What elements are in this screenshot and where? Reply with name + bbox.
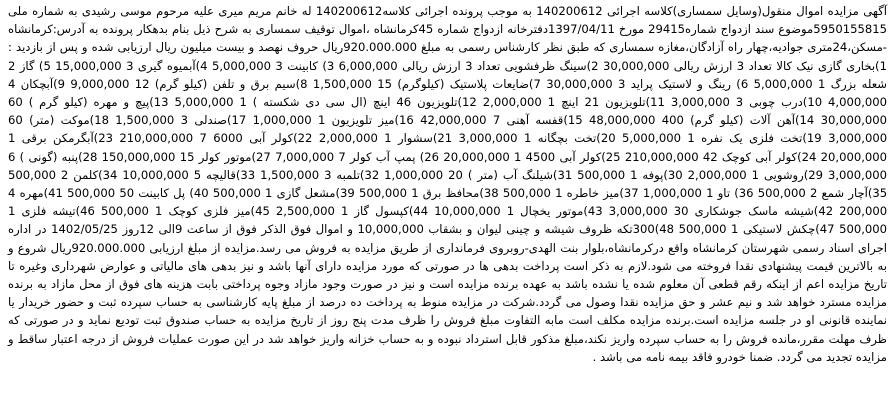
notice-body-text: آگهی مزایده اموال منقول(وسایل سمساری)کلاسه اجرائی 140200612 به موجب پرونده اجرائی کلاسه140200612 له خانم مریم میری علیه مرحوم موسی رشیدی به شماره ملی 5950155815موضوع سند ازدواج شماره29415 مورخ 1397/04/11دفترخانه ازدواج شماره 45کرمانشاه ،اموال توقیف سمساری به شرح ذیل بنام بدهکار پرونده به آدرس:کرمانشاه -مسکن،24متری جوادیه،چهار راه آزادگان،مغازه سمساری که طبق نظر کارشناس رسمی به مبلغ 920.000.000ریال حروف نهصد و بیست میلیون ریال ارزیابی شده و پس از بازدید : 1)بخاری گازی نیک کالا تعداد 3 ارزش ریالی 30,000,000 2)سینگ ظرفشویی تعداد 3 ارزش ریالی 6,000,000 3) کابینت 3 5,000,000 4)آبمیوه گیری 3 15,000,000 5) گاز 2 شعله بزرگ 1 5,000,000 6) رینگ و لاستیک پراید 3 30,000,000 7)ضایعات پلاستیک (کیلوگرم) 15 1,500,000 8)سیم برق و تلفن (کیلو گرم) 12 9,000,000 9)آبچکان 4 4,000,000 10)درب چوبی 3 3,000,000 11)تلویزیون 21 اینچ 1 2,000,000 12)تلویزیون 46 اینچ (ال سی دی شکسته ) 1 5,000,000 13)پیچ و مهره (کیلو گرم ) 60 30,000,000 14)آهن آلات (کیلو گرم) 400 48,000,000 15)قفسه آهنی 7 42,000,000 16)میز تلویزیون 1 1,000,000 17)صندلی 3 1,500,000 18)موکت (متر) 60 3,000,000 19)تخت فلزی یک نفره 1 5,000,000 20)تخت بچگانه 1 3,000,000 21)سشوار 1 2,000,000 22)کولر آبی 6000 7 210,000,000 23)آبگرمکن برقی 1 20,000,000 24)کولر آبی کوچک 42 210,000,000 25)کولر آبی 4500 1 20,000,000 26) پمپ آب کولر 7 7,000,000 27)موتور کولر 15 150,000,000 28)پنبه (گونی ) 6 3,000,000 29)روشویی 1 2,000,000 30)پوفه 1 500,000 31)شیلنگ آب (متر ) 20 1,000,000 32)تلمبه 3 1,500,000 33)قالیچه 5 10,000,000 34)کلمن 2 500,000 35)آچار شمع 2 500,000 36) تاو 1 1,000,000 37)میز خاطره 1 500,000 38)محافظ برق 1 500,000 39)مشعل گازی 1 500,000 40) پل کابینت 50 500,000 41)مهره 4 200,000 42)شیشه ماسک جوشکاری 30 3,000,000 43)موتور یخچال 1 10,000,000 44)کپسول گاز 1 2,500,000 45)میز فلزی کوچک 1 500,000 46)تیشه فلزی 1 500,000 47)چکش لاستیکی 1 500,000 48)300تکه ظروف شیشه و چینی لیوان و بشقاب 10,000,000 و اموال فوق الذکر فوق از ساعت 9الی 12روز 1402/05/25 در اداره اجرای اسناد رسمی شهرستان کرمانشاه واقع درکرمانشاه،بلوار بنت الهدی-روبروی فرمانداری از طریق مزایده به فروش می رسد.مزایده از مبلغ ارزیابی 920.000.000ریال شروع و به بالاترین قیمت پیشنهادی نقدا فروخته می شود.لازم به ذکر است پرداخت بدهی ها در صورتی که مورد مزایده دارای آنها باشد و نیز بدهی های مالیاتی و عوارض شهرداری وغیره تا تاریخ مزایده اعم از اینکه رقم قطعی آن معلوم شده یا نشده باشد به عهده برنده مزایده است و نیز در صورت وجود مازاد وجوه پرداختی بابت هزینه های فوق از محل مازاد به برنده مزایده مسترد خواهد شد و نیم عشر و حق مزایده نقدا وصول می گردد.شرکت در مزایده منوط به پرداخت ده درصد از مبلغ پایه کارشناسی به حساب سپرده ثبت و حضور خریدار یا نماینده قانونی او در جلسه مزایده است.برنده مزایده مکلف است مابه التفاوت مبلغ فروش را ظرف مدت پنج روز از تاریخ مزایده به حساب صندوق ثبت تودیع نماید و در صورتی که ظرف مهلت مقرر،مانده فروش را به حساب سپرده واریز نکند،مبلغ مذکور قابل استرداد نبوده و به حساب خزانه واریز خواهد شد در این صورت عملیات فروش از درجه اعتبار ساقط و مزایده تجدید می گردد. ضمنا خودرو فاقد بیمه نامه می باشد .: [8, 4, 888, 364]
